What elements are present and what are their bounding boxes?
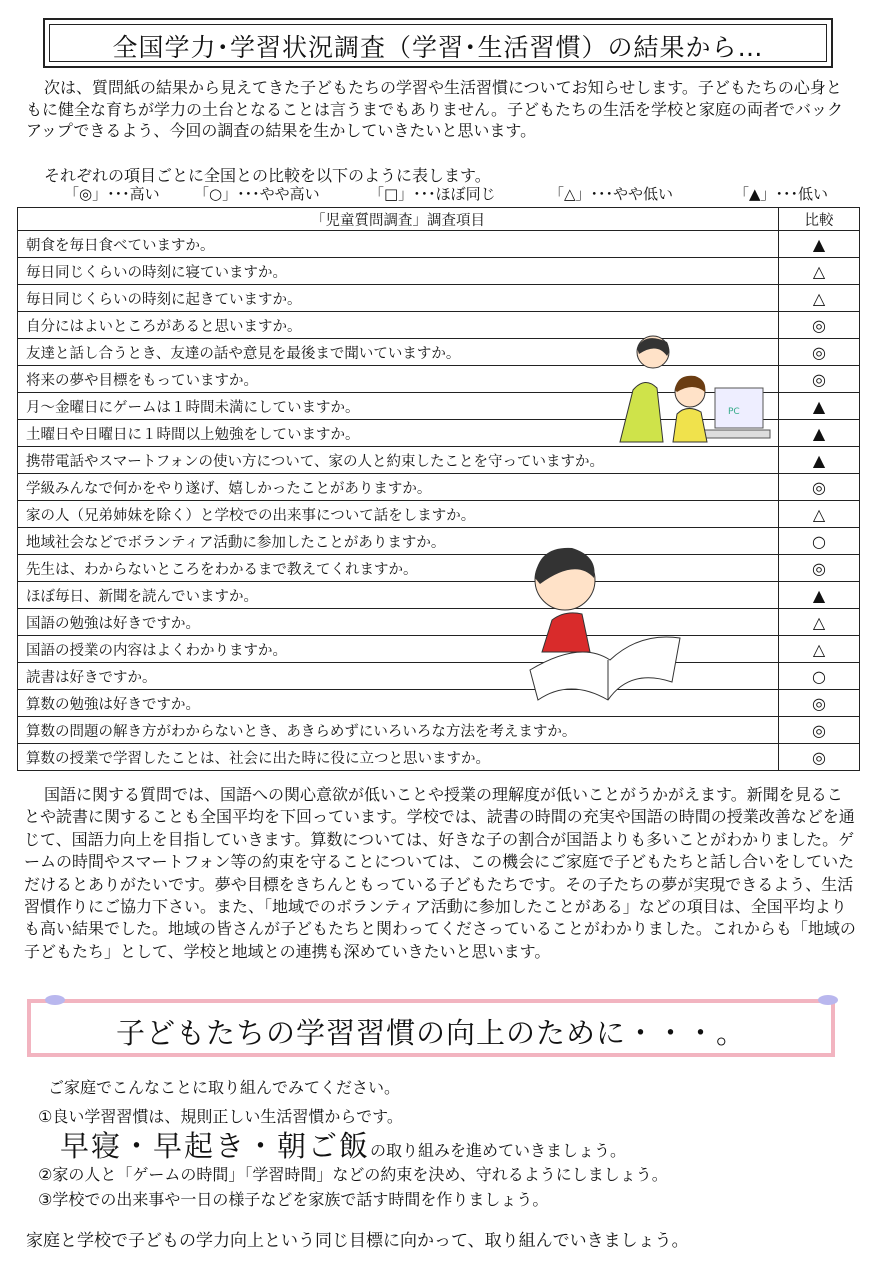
- reading-illustration: [520, 540, 685, 705]
- legend-slightly-low: 「△」･･･やや低い: [549, 185, 674, 203]
- compare-mark: ◎: [779, 717, 860, 744]
- pc-label: PC: [728, 407, 740, 417]
- tips-lead: ご家庭でこんなことに取り組んでみてください。: [48, 1078, 401, 1097]
- legend-same: 「□」･･･ほぼ同じ: [369, 185, 496, 203]
- table-row: [18, 555, 860, 582]
- compare-mark: ▲: [779, 420, 860, 447]
- question-cell: 土曜日や日曜日に１時間以上勉強をしていますか。: [18, 420, 779, 447]
- question-cell: 携帯電話やスマートフォンの使い方について、家の人と約束したことを守っていますか。: [18, 447, 779, 474]
- table-row: [18, 744, 860, 771]
- question-cell: 算数の問題の解き方がわからないとき、あきらめずにいろいろな方法を考えますか。: [18, 717, 779, 744]
- question-cell: 毎日同じくらいの時刻に寝ていますか。: [18, 258, 779, 285]
- question-cell: 将来の夢や目標をもっていますか。: [18, 366, 779, 393]
- tip-item-1: ①良い学習習慣は、規則正しい生活習慣からです。: [38, 1107, 403, 1126]
- tip-item-2: ②家の人と「ゲームの時間」「学習時間」などの約束を決め、守れるようにしましょう。: [38, 1165, 668, 1184]
- table-row: [18, 528, 860, 555]
- page-title: 全国学力･学習状況調査（学習･生活習慣）の結果から…: [112, 33, 764, 62]
- question-cell: 学級みんなで何かをやり遂げ、嬉しかったことがありますか。: [18, 474, 779, 501]
- compare-mark: ○: [779, 528, 860, 555]
- question-cell: 家の人（兄弟姉妹を除く）と学校での出来事について話をしますか。: [18, 501, 779, 528]
- summary-paragraph: 国語に関する質問では、国語への関心意欲が低いことや授業の理解度が低いことがうかがえます。新聞を見ることや読書に関することも全国平均を下回っています。学校では、読書の時間の充実や国語の時間の授業改善などを通じて、国語力向上を目指していきます。算数については、好きな子の割合が国語よりも多いことがわかりました。ゲームの時間やスマートフォン等の約束を守ることについては、この機会にご家庭で子どもたちと話し合いをしていただけるとありがたいです。夢や目標をきちんともっている子どもたちです。その子たちの夢が実現できるよう、生活習慣作りにご協力下さい。また、「地域でのボランティア活動に参加したことがある」などの項目は、全国平均よりも高い結果でした。地域の皆さんが子どもたちと関わってくださっていることがわかりました。これからも「地域の子どもたち」として、学校と地域との連携も深めていきたいと思います。: [24, 785, 856, 961]
- question-cell: 地域社会などでボランティア活動に参加したことがありますか。: [18, 528, 779, 555]
- question-cell: 毎日同じくらいの時刻に起きていますか。: [18, 285, 779, 312]
- compare-mark: ◎: [779, 474, 860, 501]
- tip-item-1-detail: [60, 1124, 626, 1165]
- question-cell: 先生は、わからないところをわかるまで教えてくれますか。: [18, 555, 779, 582]
- compare-mark: ▲: [779, 393, 860, 420]
- survey-table: [17, 207, 860, 771]
- compare-mark: ▲: [779, 447, 860, 474]
- table-row: [18, 690, 860, 717]
- compare-mark: △: [779, 609, 860, 636]
- question-cell: 朝食を毎日食べていますか。: [18, 231, 779, 258]
- table-row: [18, 501, 860, 528]
- tip-item-1-big: 早寝・早起き・朝ご飯: [60, 1129, 371, 1163]
- title-box: [43, 18, 833, 68]
- banner: [27, 999, 835, 1057]
- table-row: [18, 258, 860, 285]
- question-cell: ほぼ毎日、新聞を読んでいますか。: [18, 582, 779, 609]
- compare-mark: ◎: [779, 690, 860, 717]
- question-cell: 月～金曜日にゲームは１時間未満にしていますか。: [18, 393, 779, 420]
- table-row: [18, 447, 860, 474]
- legend-intro: それぞれの項目ごとに全国との比較を以下のように表します。: [44, 166, 491, 185]
- closing-line: 家庭と学校で子どもの学力向上という同じ目標に向かって、取り組んでいきましょう。: [26, 1231, 689, 1251]
- tip-item-1-rest: の取り組みを進めていきましょう。: [370, 1141, 627, 1160]
- legend-slightly-high: 「○」･･･やや高い: [194, 185, 320, 203]
- compare-mark: ◎: [779, 366, 860, 393]
- banner-pin-right: [818, 995, 838, 1005]
- compare-mark: △: [779, 285, 860, 312]
- table-row: [18, 231, 860, 258]
- pc-illustration: [615, 330, 775, 448]
- question-cell: 読書は好きですか。: [18, 663, 779, 690]
- compare-mark: △: [779, 636, 860, 663]
- question-cell: 国語の勉強は好きですか。: [18, 609, 779, 636]
- banner-text: 子どもたちの学習習慣の向上のために・・・。: [115, 1016, 746, 1050]
- legend-high: 「◎」･･･高い: [64, 185, 160, 203]
- table-row: [18, 582, 860, 609]
- table-row: [18, 717, 860, 744]
- table-row: [18, 474, 860, 501]
- compare-mark: ▲: [779, 231, 860, 258]
- question-cell: 算数の勉強は好きですか。: [18, 690, 779, 717]
- compare-mark: ▲: [779, 582, 860, 609]
- header-item: 「児童質問調査」調査項目: [18, 208, 779, 231]
- table-row: [18, 609, 860, 636]
- compare-mark: ◎: [779, 312, 860, 339]
- compare-mark: ◎: [779, 555, 860, 582]
- question-cell: 算数の授業で学習したことは、社会に出た時に役に立つと思いますか。: [18, 744, 779, 771]
- question-cell: 自分にはよいところがあると思いますか。: [18, 312, 779, 339]
- table-row: [18, 663, 860, 690]
- table-row: [18, 285, 860, 312]
- question-cell: 友達と話し合うとき、友達の話や意見を最後まで聞いていますか。: [18, 339, 779, 366]
- banner-pin-left: [45, 995, 65, 1005]
- compare-mark: ○: [779, 663, 860, 690]
- compare-mark: ◎: [779, 339, 860, 366]
- compare-mark: △: [779, 258, 860, 285]
- compare-mark: ◎: [779, 744, 860, 771]
- tip-item-3: ③学校での出来事や一日の様子などを家族で話す時間を作りましょう。: [38, 1190, 549, 1209]
- intro-paragraph: 次は、質問紙の結果から見えてきた子どもたちの学習や生活習慣についてお知らせします。子どもたちの心身ともに健全な育ちが学力の土台となることは言うまでもありません。子どもたちの生活を学校と家庭の両者でバックアップできるよう、今回の調査の結果を生かしていきたいと思います。: [26, 78, 843, 140]
- compare-mark: △: [779, 501, 860, 528]
- header-compare: 比較: [779, 208, 860, 231]
- legend-low: 「▲」･･･低い: [734, 185, 829, 203]
- table-row: [18, 636, 860, 663]
- question-cell: 国語の授業の内容はよくわかりますか。: [18, 636, 779, 663]
- table-header-row: [18, 208, 860, 231]
